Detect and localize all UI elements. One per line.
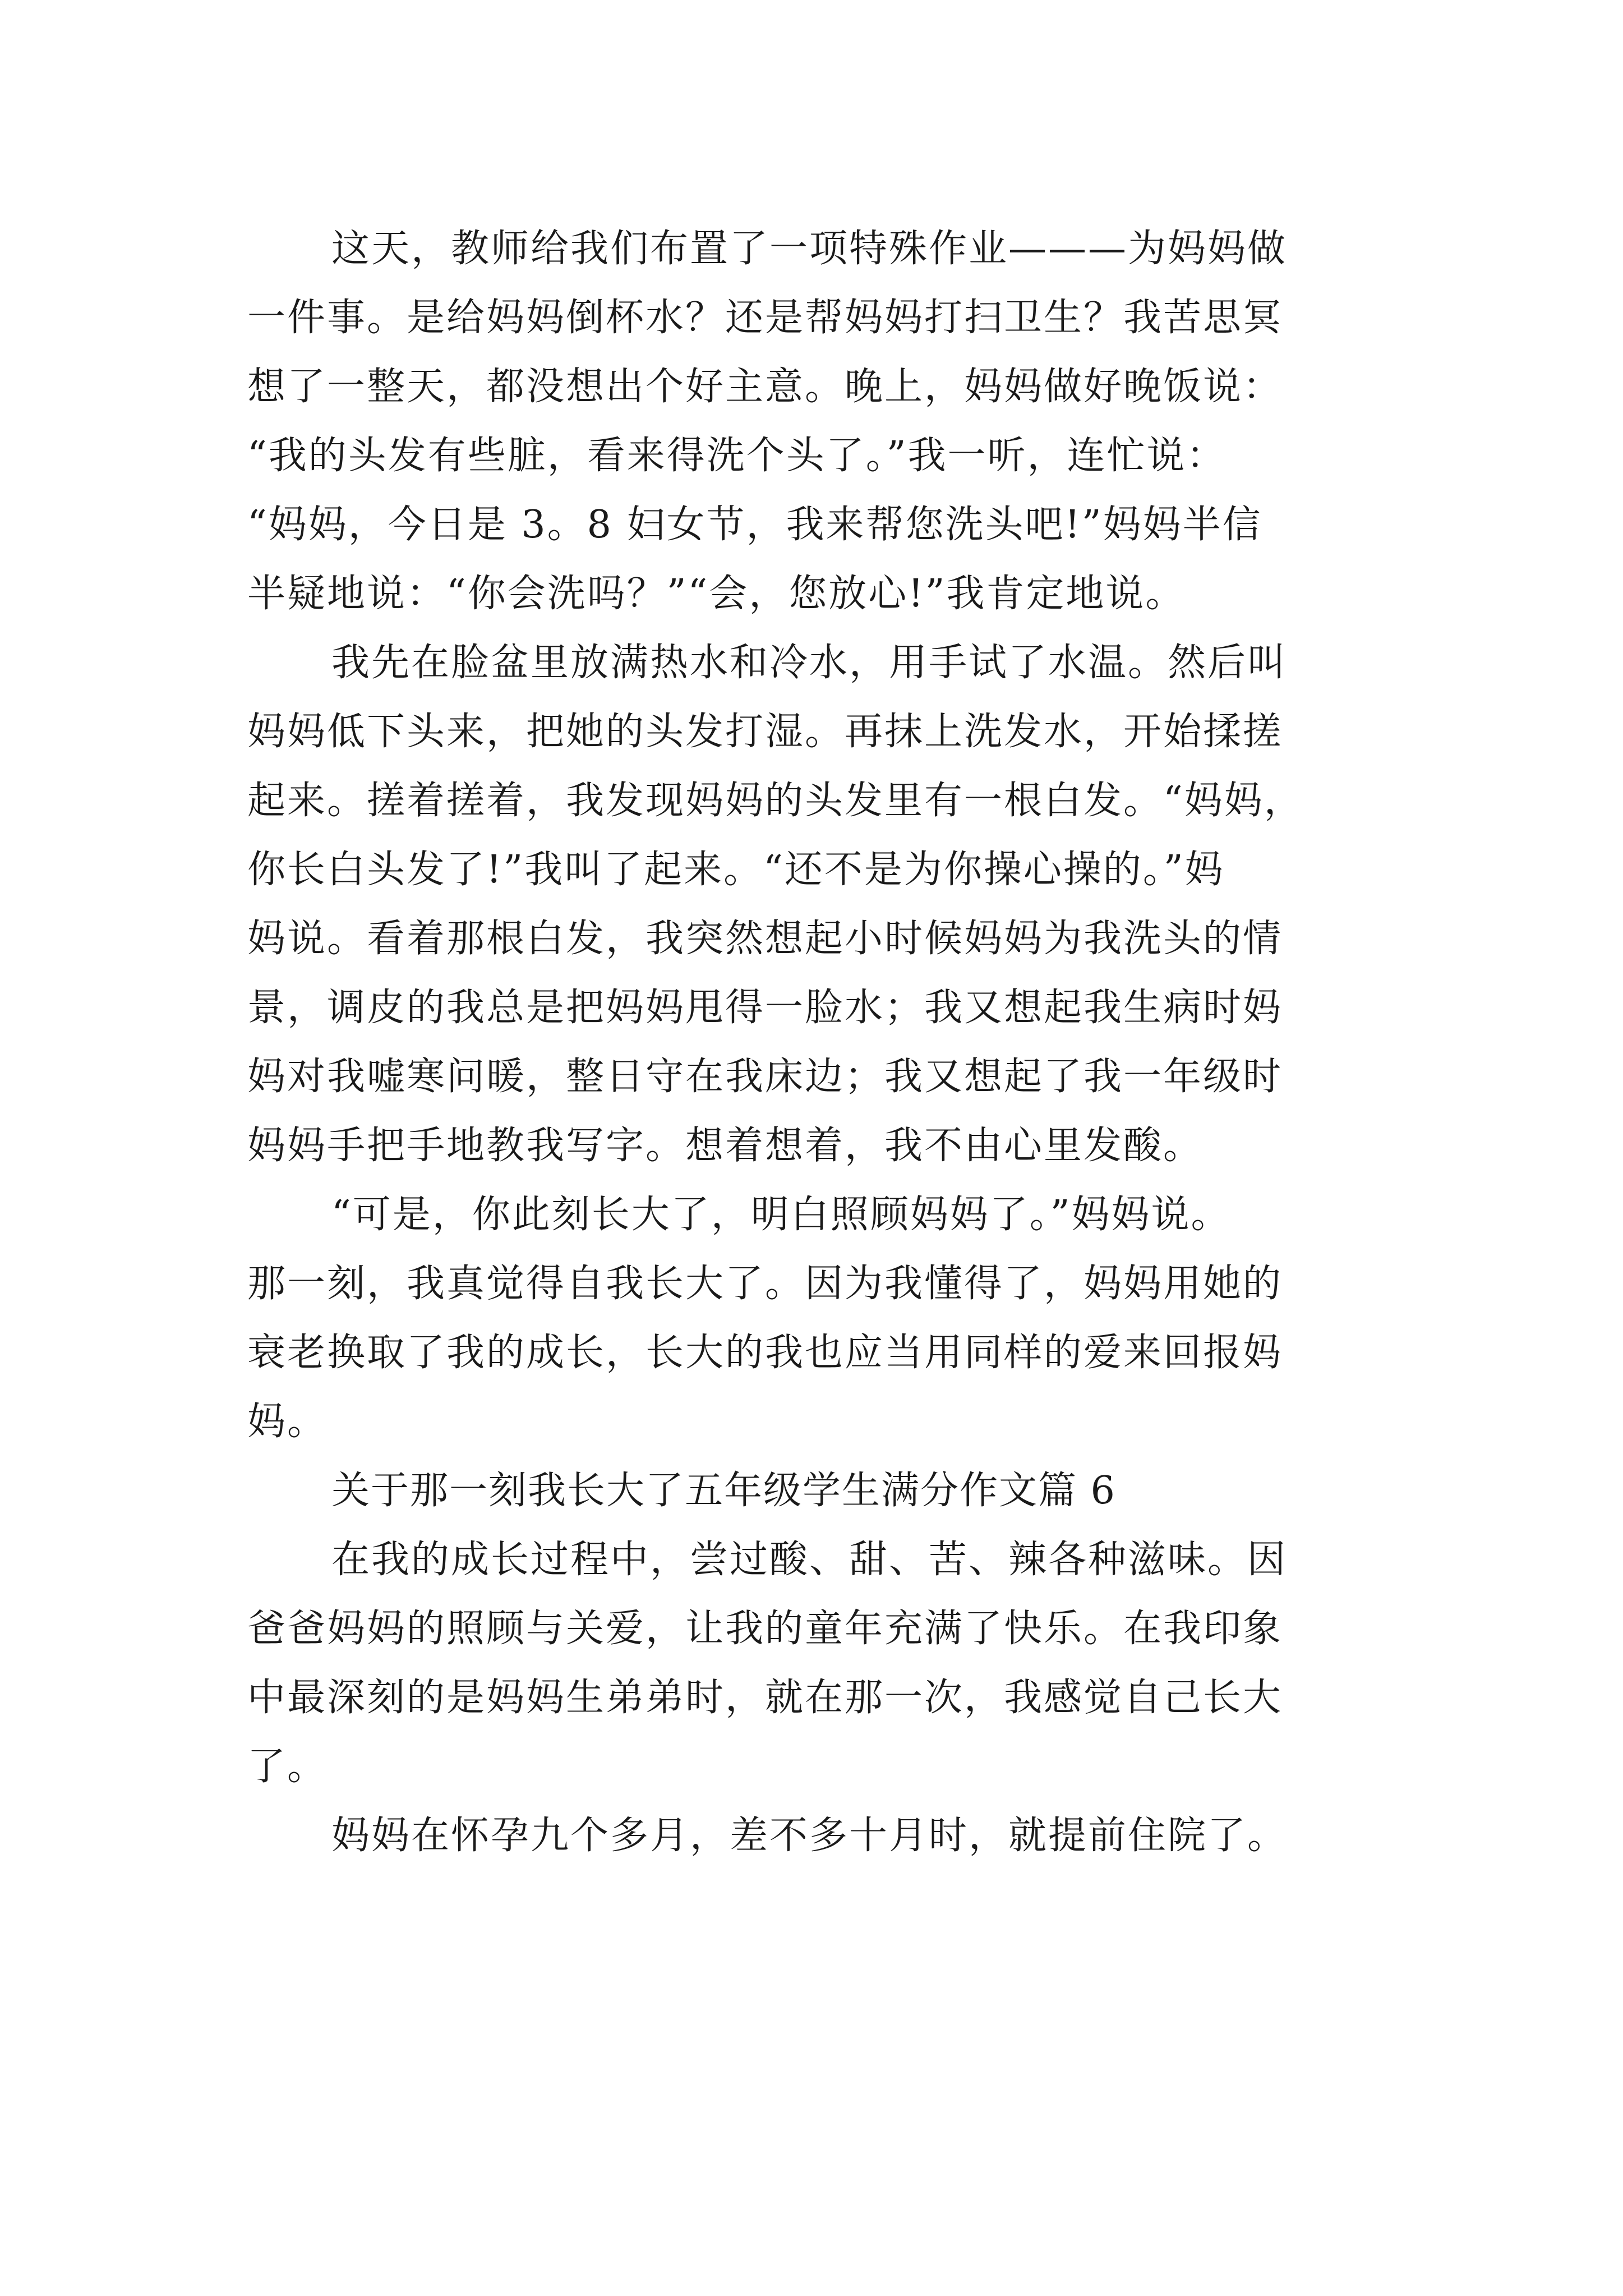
paragraph-line: 中最深刻的是妈妈生弟弟时，就在那一次，我感觉自己长大 bbox=[247, 1676, 1283, 1720]
document-body bbox=[247, 214, 1403, 1870]
section-heading: 关于那一刻我长大了五年级学生满分作文篇 6 bbox=[331, 1469, 1116, 1513]
paragraph-line: 妈对我嘘寒问暖，整日守在我床边；我又想起了我一年级时 bbox=[247, 1055, 1283, 1099]
paragraph-line: 半疑地说：“你会洗吗？”“会，您放心!”我肯定地说。 bbox=[247, 572, 1186, 616]
paragraph-line: 妈妈在怀孕九个多月，差不多十月时，就提前住院了。 bbox=[331, 1814, 1288, 1858]
paragraph-line: 妈妈低下头来，把她的头发打湿。再抹上洗发水，开始揉搓 bbox=[247, 710, 1283, 754]
paragraph-line: 衰老换取了我的成长，长大的我也应当用同样的爱来回报妈 bbox=[247, 1331, 1283, 1375]
paragraph-line: 妈说。看着那根白发，我突然想起小时候妈妈为我洗头的情 bbox=[247, 917, 1283, 961]
paragraph-line: 想了一整天，都没想出个好主意。晚上，妈妈做好晚饭说： bbox=[247, 365, 1283, 409]
paragraph-line: 妈妈手把手地教我写字。想着想着，我不由心里发酸。 bbox=[247, 1124, 1204, 1168]
paragraph-line: 那一刻，我真觉得自我长大了。因为我懂得了，妈妈用她的 bbox=[247, 1262, 1283, 1306]
paragraph-line: 在我的成长过程中，尝过酸、甜、苦、辣各种滋味。因 bbox=[331, 1538, 1288, 1582]
paragraph-line: 爸爸妈妈的照顾与关爱，让我的童年充满了快乐。在我印象 bbox=[247, 1607, 1283, 1651]
paragraph-line: 景，调皮的我总是把妈妈甩得一脸水；我又想起我生病时妈 bbox=[247, 986, 1283, 1030]
paragraph-line: “妈妈，今日是 3。8 妇女节，我来帮您洗头吧!”妈妈半信 bbox=[247, 503, 1262, 547]
paragraph-line: 这天，教师给我们布置了一项特殊作业———为妈妈做 bbox=[331, 227, 1288, 271]
paragraph-line: 了。 bbox=[247, 1745, 328, 1789]
paragraph-line: 一件事。是给妈妈倒杯水？还是帮妈妈打扫卫生？我苦思冥 bbox=[247, 296, 1283, 340]
paragraph-line: 我先在脸盆里放满热水和冷水，用手试了水温。然后叫 bbox=[331, 641, 1288, 685]
paragraph-line: 起来。搓着搓着，我发现妈妈的头发里有一根白发。“妈妈， bbox=[247, 779, 1304, 823]
paragraph-line: “我的头发有些脏，看来得洗个头了。”我一听，连忙说： bbox=[247, 434, 1227, 478]
paragraph-line: “可是，你此刻长大了，明白照顾妈妈了。”妈妈说。 bbox=[331, 1193, 1231, 1237]
paragraph-line: 妈。 bbox=[247, 1400, 328, 1444]
paragraph-line: 你长白头发了!”我叫了起来。“还不是为你操心操的。”妈 bbox=[247, 848, 1225, 892]
